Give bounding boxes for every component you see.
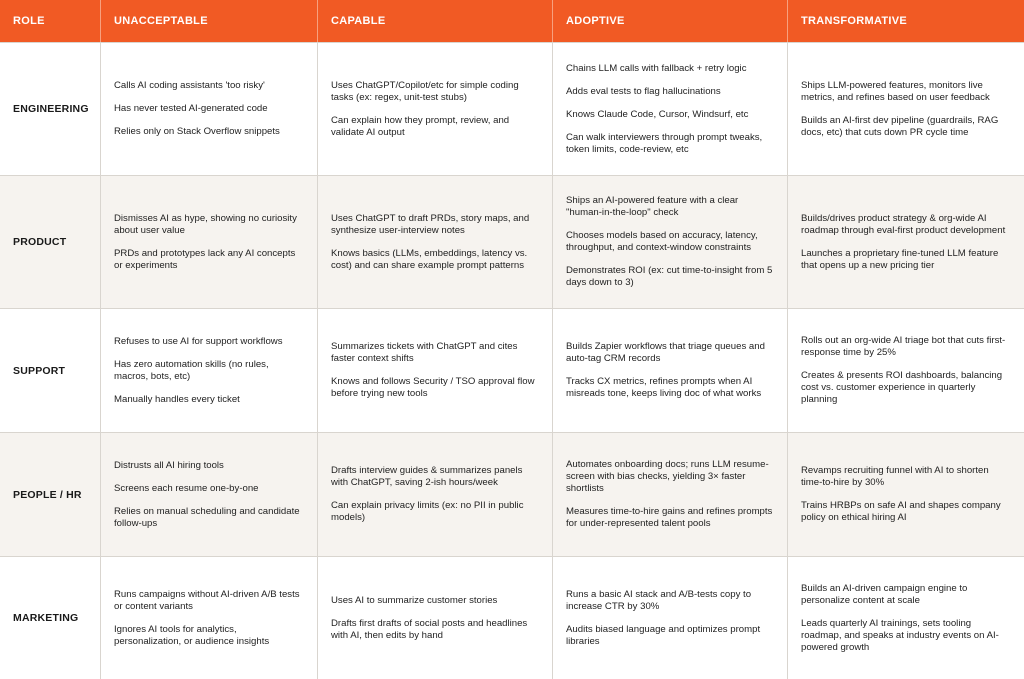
cell-item: Chooses models based on accuracy, latency, throughput, and context-window constraints [566, 230, 758, 253]
adoptive-cell [553, 175, 788, 308]
cell-item: Ignores AI tools for analytics, personalization, or audience insights [114, 623, 270, 647]
header-capable: CAPABLE [318, 0, 553, 42]
cell-item: Runs campaigns without AI-driven A/B tests or content variants [114, 588, 300, 612]
cell-item: Distrusts all AI hiring tools [114, 459, 224, 471]
capable-cell [318, 556, 553, 679]
cell-item: Automates onboarding docs; runs LLM resume-screen with bias checks, yielding 3× faster shortlists [566, 459, 769, 494]
unacceptable-cell [101, 175, 318, 308]
cell-item: Revamps recruiting funnel with AI to shorten time-to-hire by 30% [801, 465, 989, 488]
cell-item: Builds an AI-first dev pipeline (guardrails, RAG docs, etc) that cuts down PR cycle time [801, 114, 999, 138]
cell-item: Ships an AI-powered feature with a clear "human-in-the-loop" check [566, 195, 739, 218]
header-unacceptable: UNACCEPTABLE [101, 0, 318, 42]
cell-item: Uses ChatGPT to draft PRDs, story maps, and synthesize user-interview notes [331, 212, 530, 236]
cell-item: Has never tested AI-generated code [114, 103, 268, 114]
cell-item: Manually handles every ticket [114, 393, 240, 405]
unacceptable-cell [101, 308, 318, 432]
header-role: ROLE [0, 0, 101, 42]
role-label: PRODUCT [13, 236, 67, 248]
role-cell [0, 42, 101, 175]
transformative-cell [788, 556, 1024, 679]
cell-item: Calls AI coding assistants 'too risky' [114, 80, 265, 91]
adoptive-cell [553, 308, 788, 432]
cell-item: Launches a proprietary fine-tuned LLM feature that opens up a new pricing tier [801, 247, 999, 271]
role-label: MARKETING [13, 612, 79, 624]
role-label: SUPPORT [13, 364, 66, 377]
role-cell [0, 432, 101, 556]
cell-item: Rolls out an org-wide AI triage bot that cuts first-response time by 25% [801, 335, 1006, 358]
role-label: ENGINEERING [13, 103, 89, 115]
cell-item: Trains HRBPs on safe AI and shapes company policy on ethical hiring AI [801, 500, 1001, 523]
cell-item: Runs a basic AI stack and A/B-tests copy to increase CTR by 30% [566, 588, 752, 612]
cell-item: Dismisses AI as hype, showing no curiosity about user value [114, 212, 297, 236]
adoptive-cell [553, 432, 788, 556]
cell-item: Uses AI to summarize customer stories [331, 594, 498, 606]
capable-cell [318, 175, 553, 308]
unacceptable-cell [101, 432, 318, 556]
cell-item: Screens each resume one-by-one [114, 482, 259, 494]
cell-item: Can explain privacy limits (ex: no PII in public models) [331, 500, 524, 523]
cell-item: Can walk interviewers through prompt tweaks, token limits, code-review, etc [566, 131, 763, 155]
role-label: PEOPLE / HR [13, 488, 82, 501]
cell-item: Drafts interview guides & summarizes panels with ChatGPT, saving 2-ish hours/week [331, 465, 523, 488]
cell-item: Can explain how they prompt, review, and validate AI output [331, 114, 510, 138]
cell-item: Knows basics (LLMs, embeddings, latency vs. cost) and can share example prompt patterns [331, 247, 528, 271]
role-cell [0, 175, 101, 308]
adoptive-cell [553, 42, 788, 175]
transformative-cell [788, 432, 1024, 556]
transformative-cell [788, 42, 1024, 175]
cell-item: Demonstrates ROI (ex: cut time-to-insight from 5 days down to 3) [566, 265, 773, 288]
cell-item: Chains LLM calls with fallback + retry logic [566, 62, 747, 74]
cell-item: Summarizes tickets with ChatGPT and cites faster context shifts [331, 341, 518, 364]
cell-item: Refuses to use AI for support workflows [114, 335, 283, 347]
cell-item: Tracks CX metrics, refines prompts when AI misreads tone, keeps living doc of what works [566, 376, 762, 399]
role-cell [0, 556, 101, 679]
cell-item: Audits biased language and optimizes prompt libraries [566, 623, 761, 647]
cell-item: Builds Zapier workflows that triage queues and auto-tag CRM records [566, 341, 765, 364]
cell-item: Drafts first drafts of social posts and headlines with AI, then edits by hand [331, 617, 528, 641]
capable-cell [318, 432, 553, 556]
header-transformative: TRANSFORMATIVE [788, 0, 1024, 42]
unacceptable-cell [101, 556, 318, 679]
cell-item: Measures time-to-hire gains and refines prompts for under-represented talent pools [566, 506, 773, 529]
cell-item: Relies on manual scheduling and candidate follow-ups [114, 505, 300, 529]
cell-item: Ships LLM-powered features, monitors live metrics, and refines based on user feedback [801, 79, 990, 103]
cell-item: Uses ChatGPT/Copilot/etc for simple coding tasks (ex: regex, unit-test stubs) [331, 79, 519, 103]
cell-item: Builds an AI-driven campaign engine to personalize content at scale [801, 582, 968, 606]
header-adoptive: ADOPTIVE [553, 0, 788, 42]
unacceptable-cell [101, 42, 318, 175]
transformative-cell [788, 175, 1024, 308]
adoptive-cell [553, 556, 788, 679]
cell-item: Knows Claude Code, Cursor, Windsurf, etc [566, 108, 749, 120]
cell-item: Builds/drives product strategy & org-wide AI roadmap through eval-first product development [801, 212, 1006, 236]
role-cell [0, 308, 101, 432]
cell-item: Has zero automation skills (no rules, macros, bots, etc) [114, 358, 269, 382]
transformative-cell [788, 308, 1024, 432]
capable-cell [318, 308, 553, 432]
cell-item: Knows and follows Security / TSO approval flow before trying new tools [331, 376, 535, 399]
cell-item: Adds eval tests to flag hallucinations [566, 85, 721, 97]
cell-item: PRDs and prototypes lack any AI concepts or experiments [114, 247, 296, 271]
cell-item: Leads quarterly AI trainings, sets tooling roadmap, and speaks at industry events on AI-powered growth [801, 617, 999, 653]
capable-cell [318, 42, 553, 175]
cell-item: Relies only on Stack Overflow snippets [114, 126, 280, 137]
cell-item: Creates & presents ROI dashboards, balancing cost vs. customer experience in quarterly planning [801, 370, 1003, 405]
